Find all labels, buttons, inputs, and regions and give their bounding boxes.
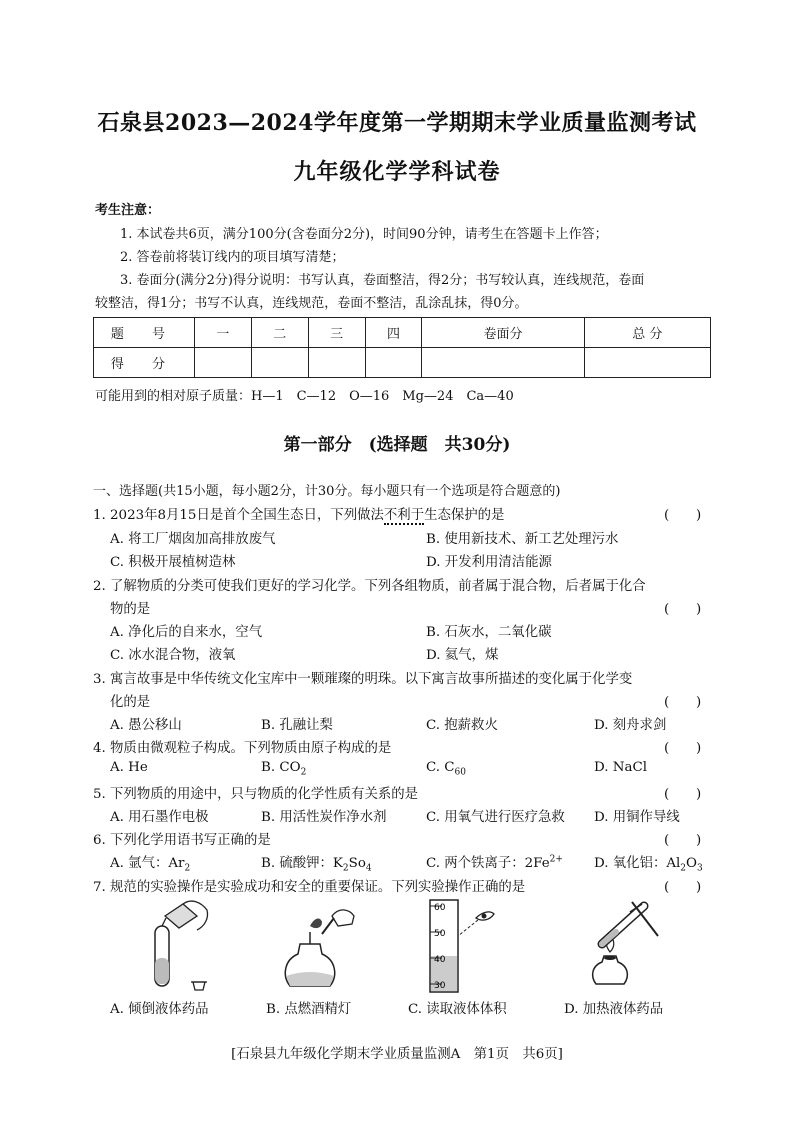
heating-liquid-illustration xyxy=(572,896,672,996)
option-b[interactable]: B. 石灰水，二氧化碳 xyxy=(426,625,552,640)
score-cell[interactable] xyxy=(584,348,710,378)
figure-caption-a[interactable]: A. 倾倒液体药品 xyxy=(110,1002,209,1017)
option-d[interactable]: D. NaCl xyxy=(594,760,647,775)
score-table-cell: 总 分 xyxy=(584,318,710,348)
answer-blank[interactable]: ( ) xyxy=(664,833,702,848)
option-a[interactable]: A. 用石墨作电极 xyxy=(110,810,209,825)
score-cell[interactable] xyxy=(365,348,422,378)
score-table xyxy=(93,317,711,378)
option-d[interactable]: D. 用铜作导线 xyxy=(594,810,680,825)
pouring-liquid-illustration xyxy=(135,896,215,996)
option-c[interactable]: C. 积极开展植树造林 xyxy=(110,555,236,570)
option-a[interactable]: A. 将工厂烟囱加高排放废气 xyxy=(110,532,276,547)
score-cell[interactable] xyxy=(251,348,308,378)
option-d[interactable]: D. 氧化铝：$Al_2O_3$ xyxy=(594,856,703,874)
option-b[interactable]: B. 用活性炭作净水剂 xyxy=(261,810,387,825)
option-c[interactable]: C. 两个铁离子：$2Fe^{2+}$ xyxy=(426,854,563,871)
answer-blank[interactable]: ( ) xyxy=(664,787,702,802)
answer-blank[interactable]: ( ) xyxy=(664,508,702,523)
score-table-cell: 得 分 xyxy=(94,348,195,378)
question-stem: 2. 了解物质的分类可使我们更好的学习化学。下列各组物质，前者属于混合物，后者属于化合 xyxy=(93,579,646,594)
figure-caption-d[interactable]: D. 加热液体药品 xyxy=(564,1002,664,1017)
answer-blank[interactable]: ( ) xyxy=(664,741,702,756)
section-heading: 一、选择题(共15小题，每小题2分，计30分。每小题只有一个选项是符合题意的) xyxy=(93,484,561,499)
question-stem: 6. 下列化学用语书写正确的是 xyxy=(93,833,271,848)
cylinder-tick-label: 50 xyxy=(434,929,446,939)
question-stem: 7. 规范的实验操作是实验成功和安全的重要保证。下列实验操作正确的是 xyxy=(93,880,526,895)
notice-item: 1. 本试卷共6页，满分100分(含卷面分2分)，时间90分钟，请考生在答题卡上作答； xyxy=(120,227,608,242)
question-stem: 5. 下列物质的用途中，只与物质的化学性质有关系的是 xyxy=(93,787,419,802)
graduated-cylinder-illustration xyxy=(412,896,512,996)
question-stem: 1. 2023年8月15日是首个全国生态日，下列做法不利于生态保护的是 xyxy=(93,508,505,523)
option-d[interactable]: D. 氦气，煤 xyxy=(426,648,499,663)
option-d[interactable]: D. 开发利用清洁能源 xyxy=(426,555,552,570)
answer-blank[interactable]: ( ) xyxy=(664,695,702,710)
option-c[interactable]: C. 用氧气进行医疗急救 xyxy=(426,810,565,825)
score-table-cell: 题 号 xyxy=(94,318,195,348)
option-b[interactable]: B. 孔融让梨 xyxy=(261,718,333,733)
cylinder-tick-label: 40 xyxy=(434,955,446,965)
question-stem: 3. 寓言故事是中华传统文化宝库中一颗璀璨的明珠。以下寓言故事所描述的变化属于化学变 xyxy=(93,672,633,687)
emphasis-text: 不利于 xyxy=(383,508,425,523)
score-table-cell: 一 xyxy=(195,318,252,348)
atomic-masses: 可能用到的相对原子质量：H—1 C—12 O—16 Mg—24 Ca—40 xyxy=(95,389,514,404)
option-a[interactable]: A. 氩气：$Ar_2$ xyxy=(110,856,191,874)
score-table-cell: 三 xyxy=(308,318,365,348)
cylinder-tick-label: 30 xyxy=(434,981,446,991)
score-cell[interactable] xyxy=(195,348,252,378)
option-c[interactable]: C. $C_{60}$ xyxy=(426,760,466,778)
option-a[interactable]: A. 净化后的自来水，空气 xyxy=(110,625,263,640)
question-stem: 物的是 xyxy=(110,602,151,617)
score-table-cell: 卷面分 xyxy=(422,318,584,348)
figure-caption-b[interactable]: B. 点燃酒精灯 xyxy=(266,1002,352,1017)
option-c[interactable]: C. 抱薪救火 xyxy=(426,718,498,733)
option-b[interactable]: B. 使用新技术、新工艺处理污水 xyxy=(426,532,619,547)
page-footer: [石泉县九年级化学期末学业质量监测A 第1页 共6页] xyxy=(231,1047,563,1062)
score-table-cell: 二 xyxy=(251,318,308,348)
option-d[interactable]: D. 刻舟求剑 xyxy=(594,718,667,733)
score-table-header-row xyxy=(94,318,711,348)
answer-blank[interactable]: ( ) xyxy=(664,880,702,895)
question-stem: 4. 物质由微观粒子构成。下列物质由原子构成的是 xyxy=(93,741,392,756)
exam-subtitle: 九年级化学学科试卷 xyxy=(293,159,501,185)
answer-blank[interactable]: ( ) xyxy=(664,602,702,617)
score-cell[interactable] xyxy=(422,348,584,378)
cylinder-tick-label: 60 xyxy=(434,903,446,913)
score-table-cell: 四 xyxy=(365,318,422,348)
option-b[interactable]: B. $CO_2$ xyxy=(261,760,307,778)
part-title: 第一部分 (选择题 共30分) xyxy=(283,435,511,455)
score-table-score-row xyxy=(94,348,711,378)
option-a[interactable]: A. He xyxy=(110,760,148,775)
figure-caption-c[interactable]: C. 读取液体体积 xyxy=(408,1002,507,1017)
notice-item: 较整洁，得1分；书写不认真，连线规范，卷面不整洁，乱涂乱抹，得0分。 xyxy=(95,296,528,311)
question-stem: 化的是 xyxy=(110,695,151,710)
score-cell[interactable] xyxy=(308,348,365,378)
alcohol-lamp-lighting-illustration xyxy=(270,896,360,996)
option-c[interactable]: C. 冰水混合物，液氧 xyxy=(110,648,236,663)
option-b[interactable]: B. 硫酸钾：$K_2So_4$ xyxy=(261,856,372,874)
notice-item: 2. 答卷前将装订线内的项目填写清楚； xyxy=(120,250,345,265)
notice-label: 考生注意： xyxy=(95,203,161,218)
exam-title: 石泉县2023—2024学年度第一学期期末学业质量监测考试 xyxy=(97,110,697,136)
notice-item: 3. 卷面分(满分2分)得分说明：书写认真，卷面整洁，得2分；书写较认真，连线规范，卷面 xyxy=(120,273,645,288)
option-a[interactable]: A. 愚公移山 xyxy=(110,718,182,733)
